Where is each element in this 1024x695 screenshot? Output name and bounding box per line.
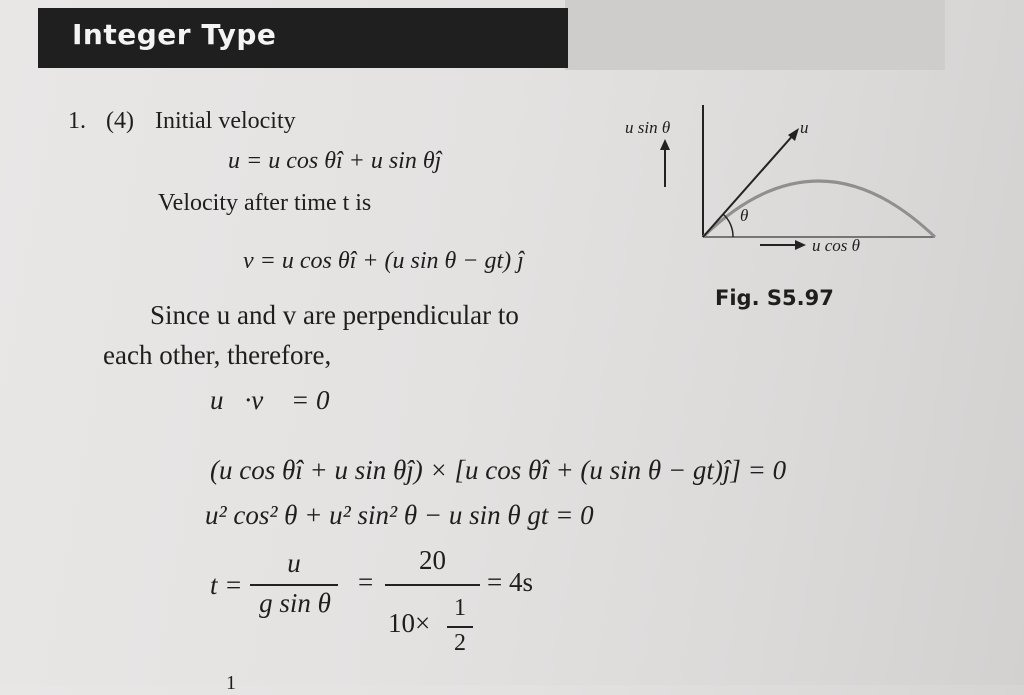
half-numerator: 1 [454,595,466,621]
product-equation: (u cos θî + u sin θĵ) × [u cos θî + (u sin θ − gt)ĵ] = 0 [210,455,787,485]
label-theta: θ [740,206,749,225]
fraction1-bar [250,584,338,586]
fraction2-bar [385,584,480,586]
usin-arrowhead [660,139,670,150]
section-title: Integer Type [72,18,277,51]
dot-product-equation: u⃗·v⃗ = 0 [210,385,330,415]
fraction2-numerator: 20 [419,545,446,575]
trajectory-curve [703,181,935,237]
label-u-sin-theta: u sin θ [625,118,671,137]
fraction1-numerator: u [287,548,301,578]
question-number: 1. [68,108,86,134]
footer-fragment: 1 [226,672,236,694]
answer-key: (4) [106,108,134,134]
velocity-vector [703,133,795,237]
ucos-arrowhead [795,240,806,250]
intro-text: Initial velocity [155,108,296,134]
fraction2-denominator-prefix: 10× [388,608,431,638]
result: = 4s [487,567,533,597]
time-label: t = [210,570,243,600]
page-shade-band [565,0,945,70]
half-bar [447,626,473,628]
perpendicular-text-line1: Since u and v are perpendicular to [150,300,519,330]
half-denominator: 2 [454,630,466,656]
fraction1-denominator: g sin θ [259,588,331,618]
label-u: u [800,118,809,137]
equals-sign: = [358,567,374,597]
velocity-equation: v = u cos θî + (u sin θ − gt) ĵ [243,248,524,274]
velocity-after-time-text: Velocity after time t is [158,190,372,216]
initial-velocity-equation: u = u cos θî + u sin θĵ [228,148,442,174]
perpendicular-text-line2: each other, therefore, [103,340,332,370]
figure-caption: Fig. S5.97 [715,286,834,310]
expanded-equation: u² cos² θ + u² sin² θ − u sin θ gt = 0 [205,500,594,530]
label-u-cos-theta: u cos θ [812,236,861,255]
